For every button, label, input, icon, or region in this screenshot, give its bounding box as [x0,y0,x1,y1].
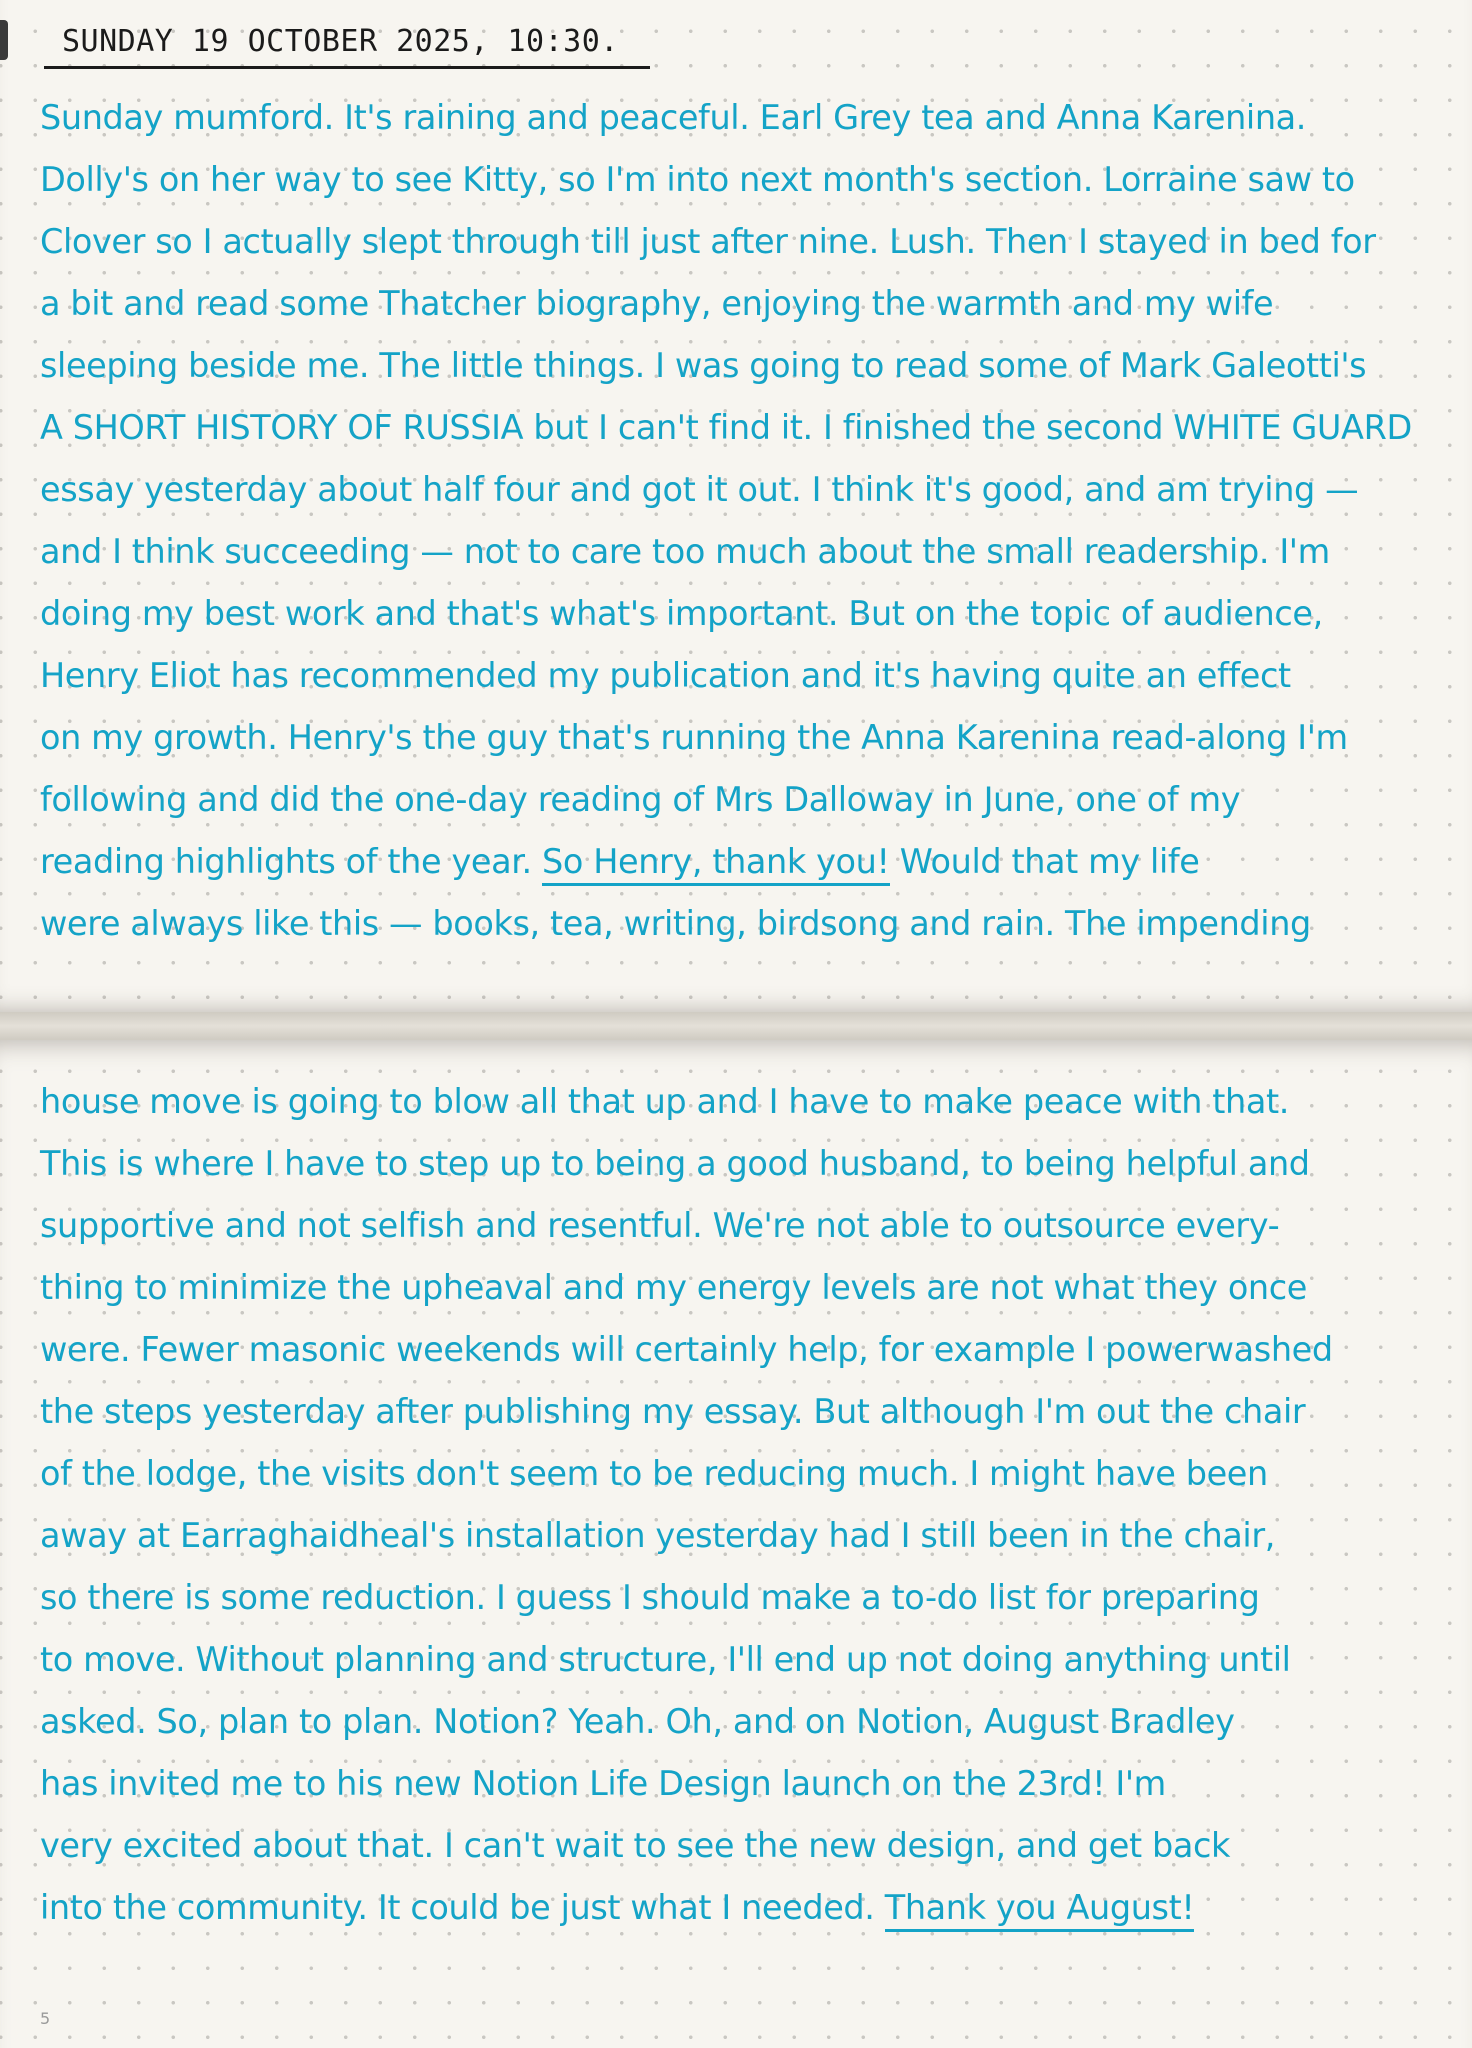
handwritten-line: very excited about that. I can't wait to see the new design, and get back [40,1826,1230,1865]
notebook-spine [0,1012,1472,1040]
handwritten-line: Henry Eliot has recommended my publication and it's having quite an effect [40,656,1291,695]
handwritten-line-thanks [40,842,1452,882]
handwritten-line: were. Fewer masonic weekends will certainly help, for example I powerwashed [40,1330,1333,1369]
handwritten-line: away at Earraghaidheal's installation yesterday had I still been in the chair, [40,1516,1275,1555]
journal-page-top [0,0,1472,1012]
handwritten-line: so there is some reduction. I guess I should make a to-do list for preparing [40,1578,1260,1617]
handwritten-line: Sunday mumford. It's raining and peaceful. Earl Grey tea and Anna Karenina. [40,98,1307,137]
underlined-thanks-henry: So Henry, thank you! [542,842,890,886]
handwritten-line: supportive and not selfish and resentful. We're not able to outsource every- [40,1206,1280,1245]
handwritten-line: of the lodge, the visits don't seem to be reducing much. I might have been [40,1454,1268,1493]
line-text: into the community. It could be just what I needed. [40,1888,885,1927]
underlined-thanks-august: Thank you August! [885,1888,1195,1932]
handwritten-line: sleeping beside me. The little things. I was going to read some of Mark Galeotti's [40,346,1367,385]
line-text: reading highlights of the year. [40,842,543,881]
handwritten-line: doing my best work and that's what's important. But on the topic of audience, [40,594,1323,633]
header-underline [44,66,650,69]
handwritten-line: on my growth. Henry's the guy that's running the Anna Karenina read-along I'm [40,718,1348,757]
handwritten-line: asked. So, plan to plan. Notion? Yeah. Oh, and on Notion, August Bradley [40,1702,1235,1741]
page-number: 5 [40,2009,51,2028]
journal-page-bottom [0,1040,1472,2048]
line-text: Would that my life [889,842,1200,881]
handwritten-line: thing to minimize the upheaval and my energy levels are not what they once [40,1268,1307,1307]
handwritten-line: has invited me to his new Notion Life Design launch on the 23rd! I'm [40,1764,1166,1803]
handwritten-line: A SHORT HISTORY OF RUSSIA but I can't find it. I finished the second WHITE GUARD [40,408,1412,447]
handwritten-line: Dolly's on her way to see Kitty, so I'm into next month's section. Lorraine saw to [40,160,1355,199]
handwritten-line: to move. Without planning and structure, I'll end up not doing anything until [40,1640,1291,1679]
handwritten-line: were always like this — books, tea, writing, birdsong and rain. The impending [40,904,1311,943]
handwritten-line: following and did the one-day reading of Mrs Dalloway in June, one of my [40,780,1241,819]
handwritten-line: a bit and read some Thatcher biography, enjoying the warmth and my wife [40,284,1274,323]
binder-hole [0,20,8,60]
handwritten-line: Clover so I actually slept through till just after nine. Lush. Then I stayed in bed for [40,222,1376,261]
handwritten-line: This is where I have to step up to being a good husband, to being helpful and [40,1144,1310,1183]
handwritten-line-final [40,1888,1452,1928]
handwritten-line: the steps yesterday after publishing my essay. But although I'm out the chair [40,1392,1306,1431]
handwritten-line: and I think succeeding — not to care too much about the small readership. I'm [40,532,1330,571]
handwritten-line: house move is going to blow all that up and I have to make peace with that. [40,1082,1289,1121]
handwritten-line: essay yesterday about half four and got it out. I think it's good, and am trying — [40,470,1359,509]
entry-date-header: SUNDAY 19 OCTOBER 2025, 10:30. [62,24,619,59]
